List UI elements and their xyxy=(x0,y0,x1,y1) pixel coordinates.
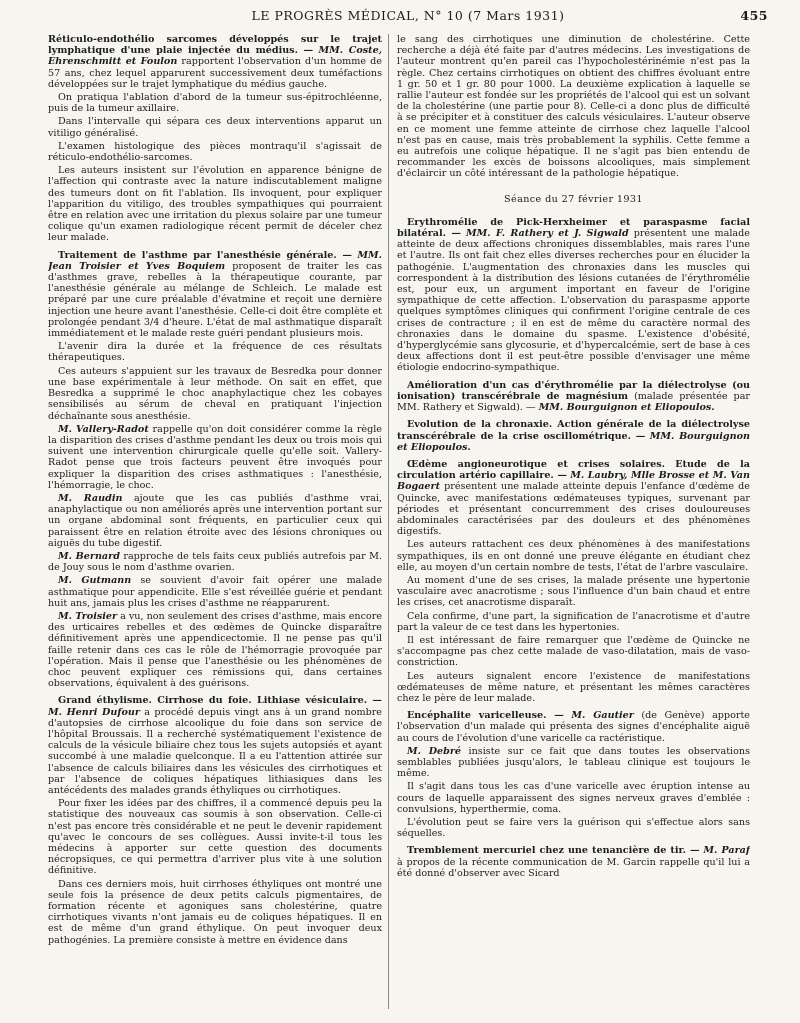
article-ethylisme xyxy=(48,695,382,796)
article-text: proposent de traiter les cas d'asthmes grave, rebelles à la thérapeutique courante, par l'anesthésie générale au mélange de Schleich. Le malade est préparé par une cure préalable d'évatmine et reçoit une dernière injection une heure avant l'anesthésie. Celle-ci doit être complète et prolongée pendant 3/4 d'heure. L'état de mal asthmatique disparaît immédiatement et le malade reste guéri pendant plusieurs mois. xyxy=(48,260,382,340)
article-tremblement xyxy=(397,845,750,879)
journal-title: LE PROGRÈS MÉDICAL, N° 10 (7 Mars 1931) xyxy=(251,8,565,23)
article-authors: M. Henri Dufour xyxy=(48,706,140,718)
article-text: (de Genève) apporte l'observation d'un malade qui présenta des signes d'encéphalite aiguë au cours de l'évolution d'une varicelle ca ractéristique. xyxy=(397,710,750,744)
paragraph xyxy=(397,746,750,780)
paragraph: Pour fixer les idées par des chiffres, il a commencé depuis peu la statistique des nouveaux cas soumis à son observation. Celle-ci n'est pas encore très considérable et ne peut le devenir rapidement qu'avec le concours de ses collègues. Aussi invite-t-il tous les médecins à apporter sur cette question des documents nécropsiques, ce qui permettra d'arriver plus vite à une solution définitive. xyxy=(48,798,382,877)
article-amelioration xyxy=(397,380,750,414)
article-oedeme xyxy=(397,459,750,537)
article-erythromelie xyxy=(397,217,750,374)
speaker: M. Vallery-Radot xyxy=(58,423,149,435)
paragraph xyxy=(48,575,382,609)
paragraph: Dans l'intervalle qui sépara ces deux interventions apparut un vitiligo généralisé. xyxy=(48,116,382,139)
paragraph-text: insiste sur ce fait que dans toutes les observations semblables publiées jusqu'alors, le tableau clinique est toujours le même. xyxy=(397,745,750,780)
paragraph: L'examen histologique des pièces montraqu'il s'agissait de réticulo-endothélio-sarcomes. xyxy=(48,140,382,164)
speaker: M. Troisier xyxy=(58,610,118,622)
paragraph-text: a vu, non seulement des crises d'asthme, mais encore des urticaires rebelles et des œdèmes de Quincke disparaître définitivement après une appendicectomie. Il ne pense pas qu'il faille retenir dans ces cas le rôle de l'hémorragie provoquée par l'opération. Mais il pense que l'anesthésie ou les phénomènes de choc peuvent expliquer ces rémissions qui, dans certaines observations, équivalent à des guérisons. xyxy=(48,610,382,690)
article-note: (malade présentée par MM. Rathery et Sigwald). — xyxy=(397,390,750,414)
article-authors: MM. Jean Troisier et Yves Boquiem xyxy=(48,249,382,272)
paragraph: Au moment d'une de ses crises, la malade présente une hypertonie vasculaire avec anacrotisme ; sous l'influence d'un bain chaud et entre les crises, cet anacrotisme disparaît. xyxy=(397,574,750,609)
speaker: M. Gutmann xyxy=(58,575,132,587)
paragraph xyxy=(48,493,382,549)
paragraph: L'évolution peut se faire vers la guérison qui s'effectue alors sans séquelles. xyxy=(397,817,750,840)
left-column xyxy=(48,34,382,1014)
paragraph-text: rapproche de tels faits ceux publiés autrefois par M. de Jouy sous le nom d'asthme ovarien. xyxy=(48,550,382,574)
article-heading: Grand éthylisme. Cirrhose du foie. Lithiase vésiculaire. — xyxy=(58,695,382,707)
paragraph-text: ajoute que les cas publiés d'asthme vrai, anaphylactique ou non améliorés après une intervention portant sur un organe abdominal sont fréquents, en particulier ceux qui paraissent être en relation étroite avec des lésions chroniques ou aiguës du tube digestif. xyxy=(48,492,382,549)
paragraph: Il s'agit dans tous les cas d'une varicelle avec éruption intense au cours de laquelle apparaissent des signes nerveux graves d'emblée : convulsions, hyperthermie, coma. xyxy=(397,781,750,815)
article-text: présentent une malade atteinte depuis l'enfance d'œdème de Quincke, avec manifestations œdémateuses typiques, survenant par périodes et présentant concurremment des crises douloureuses abdominales caractérisées par des douleurs et des phénomènes digestifs. xyxy=(397,481,750,538)
paragraph xyxy=(48,424,382,491)
article-encephalite xyxy=(397,710,750,744)
article-asthme xyxy=(48,250,382,340)
article-text: à propos de la récente communication de M. Garcin rappelle qu'il lui a été donné d'observer avec Sicard xyxy=(397,856,750,879)
article-text: présentent une malade atteinte de deux affections chroniques dissemblables, mais rares l'une et l'autre. Ils ont fait chez elles diverses recherches pour en élucider la pathogénie. L'augmentation des chronaxies dans les muscles qui correspondent à la distribution des lésions cutanées de l'érythromélie est, pour eux, un argument important en faveur de l'origine sympathique de cette affection. L'observation du paraspasme apporte quelques symptômes cliniques qui confirment l'origine centrale de ces crises de contracture ; il en est de même du caractère normal des chronaxies dans le domaine du spasme. L'existence d'obésité, d'hyperglycémie sans glycosurie, et d'hypercalcémie, sert de base à ces deux affections dont il est peut-être possible d'envisager une même étiologie endocrino-sympathique. xyxy=(397,228,750,374)
article-authors: M. Gautier xyxy=(571,710,634,722)
paragraph: Ces auteurs s'appuient sur les travaux de Besredka pour donner une base expérimentale à leur méthode. On sait en effet, que Besredka a supprimé le choc anaphylactique chez les cobayes sensibilisés au sérum de cheval en pratiquant l'injection déchaînante sous anesthésie. xyxy=(48,365,382,422)
paragraph: Il est intéressant de faire remarquer que l'œdème de Quincke ne s'accompagne pas chez cette malade de vaso-dilatation, mais de vaso-constriction. xyxy=(397,634,750,669)
paragraph: le sang des cirrhotiques une diminution de cholestérine. Cette recherche a déjà été faite par d'autres médecins. Les investigations de l'auteur montrent qu'en pareil cas l'hypocholestérinémie n'est pas la règle. Chez certains cirrhotiques on obtient des chiffres évoluant entre 1 gr. 50 et 1 gr. 80 pour 1000. La deuxième explication à laquelle se rallie l'auteur est fondée sur les propriétés de l'alcool qui est un solvant de la cholestérine (une partie pour 8). Celle-ci a donc plus de difficulté à se précipiter et à constituer des calculs vésiculaires. L'auteur observe en ce moment une femme atteinte de cirrhose chez laquelle l'alcool n'est pas en cause, mais très probablement la syphilis. Cette femme a eu autrefois une colique hépatique. Il ne s'agit pas bien entendu de recommander les excès de boissons alcooliques, mais simplement d'éclaircir un côté intéressant de la pathologie hépatique. xyxy=(397,34,750,180)
session-date: Séance du 27 février 1931 xyxy=(504,193,643,205)
paragraph: Les auteurs signalent encore l'existence de manifestations œdémateuses de même nature, et présentant les mêmes caractères chez le père de leur malade. xyxy=(397,670,750,704)
paragraph: On pratiqua l'ablation d'abord de la tumeur sus-épitrochléenne, puis de la tumeur axillaire. xyxy=(48,92,382,115)
right-column xyxy=(397,34,750,1014)
article-heading: Réticulo-endothélio sarcomes développés sur le trajet lymphatique d'une plaie injectée du médius. — xyxy=(48,34,382,57)
article-text: a procédé depuis vingt ans à un grand nombre d'autopsies de cirrhose alcoolique du foie dans son service de l'hôpital Broussais. Il a recherché systématiquement l'existence de calculs de la vésicule biliaire chez tous les sujets autopsiés et ayant succombé à une maladie quelconque. Il a eu l'attention attirée sur l'absence de calculs biliaires dans les vésicules des cirrhotiques et par l'absence de coliques hépatiques lithiasiques dans les antécédents des malades grands éthyliques ou cirrhotiques. xyxy=(48,706,382,796)
article-heading: Evolution de la chronaxie. Action générale de la diélectrolyse transcérébrale de la crise oscillométrique. — xyxy=(397,419,750,442)
article-authors: M. Paraf xyxy=(703,845,750,857)
article-heading: Tremblement mercuriel chez une tenancière de tir. — xyxy=(407,845,700,857)
paragraph xyxy=(48,551,382,573)
article-heading: Œdème angioneurotique et crises solaires. Etude de la circulation artério capillaire. — xyxy=(397,458,750,482)
paragraph-text: rappelle qu'on doit considérer comme la règle la disparition des crises d'asthme pendant les deux ou trois mois qui suivent une intervention chirurgicale quelle qu'elle soit. Vallery-Radot pense que trois facteurs peuvent être invoqués pour expliquer la disparition des crises asthmatiques : l'anesthésie, l'hémorragie, le choc. xyxy=(48,423,382,491)
speaker: M. Bernard xyxy=(58,550,120,562)
paragraph-text: se souvient d'avoir fait opérer une malade asthmatique pour appendicite. Elle s'est réveillée guérie et pendant huit ans, jamais plus les crises d'asthme ne réapparurent. xyxy=(48,575,382,609)
article-authors: MM. Coste, Ehrenschmitt et Foulon xyxy=(48,45,382,68)
article-authors: MM. Bourguignon et Eliopoulos. xyxy=(538,402,715,414)
article-authors: MM. Bourguignon et Eliopoulos. xyxy=(397,430,750,453)
article-text: rapportent l'observation d'un homme de 57 ans, chez lequel apparurent successivement deux tuméfactions développées sur le trajet lymphatique du médius gauche. xyxy=(48,56,382,90)
article-chronaxie xyxy=(397,419,750,453)
article-authors: MM. F. Rathery et J. Sigwald xyxy=(465,228,629,240)
article-heading: Erythromélie de Pick-Herxheimer et paraspasme facial bilatéral. — xyxy=(397,216,750,240)
paragraph: Cela confirme, d'une part, la signification de l'anacrotisme et d'autre part la valeur de ce test dans les hypertonies. xyxy=(397,610,750,633)
paragraph: L'avenir dira la durée et la fréquence de ces résultats thérapeutiques. xyxy=(48,341,382,364)
paragraph: Les auteurs insistent sur l'évolution en apparence bénigne de l'affection qui contraste avec la nature indiscutablement maligne des tumeurs dont on fit l'ablation. Ils invoquent, pour expliquer l'apparition du vitiligo, des troubles sympathiques qui pourraient être en relation avec une irritation du plexus solaire par une tumeur colique qu'un examen radiologique récent permit de déceler chez leur malade. xyxy=(48,165,382,244)
article-heading: Encéphalite varicelleuse. — xyxy=(407,710,564,722)
article-heading: Amélioration d'un cas d'érythromélie par la diélectrolyse (ou ionisation) transcérébrale de magnésium xyxy=(397,379,750,402)
paragraph xyxy=(48,611,382,689)
paragraph: Dans ces derniers mois, huit cirrhoses éthyliques ont montré une seule fois la présence de deux petits calculs pigmentaires, de formation récente et agoniques sans cholestérine, quatre cirrhotiques vivants n'ont jamais eu de coliques hépatiques. Il en est de même d'un grand éthylique. On peut invoquer deux pathogénies. La première consiste à mettre en évidence dans xyxy=(48,878,382,946)
paragraph: Les auteurs rattachent ces deux phénomènes à des manifestations sympathiques, ils en ont donné une preuve élégante en étudiant chez elle, au moyen d'un certain nombre de tests, l'état de l'arbre vasculaire. xyxy=(397,539,750,573)
speaker: M. Debré xyxy=(407,745,462,757)
article-reticulo xyxy=(48,34,382,90)
speaker: M. Raudin xyxy=(58,492,123,504)
column-divider xyxy=(388,34,389,1009)
running-header xyxy=(48,6,768,28)
article-heading: Traitement de l'asthme par l'anesthésie générale. — xyxy=(58,249,353,261)
page-number: 455 xyxy=(740,8,768,23)
article-authors: M. Laubry, Mlle Brosse et M. Van Bogaert xyxy=(397,470,750,493)
